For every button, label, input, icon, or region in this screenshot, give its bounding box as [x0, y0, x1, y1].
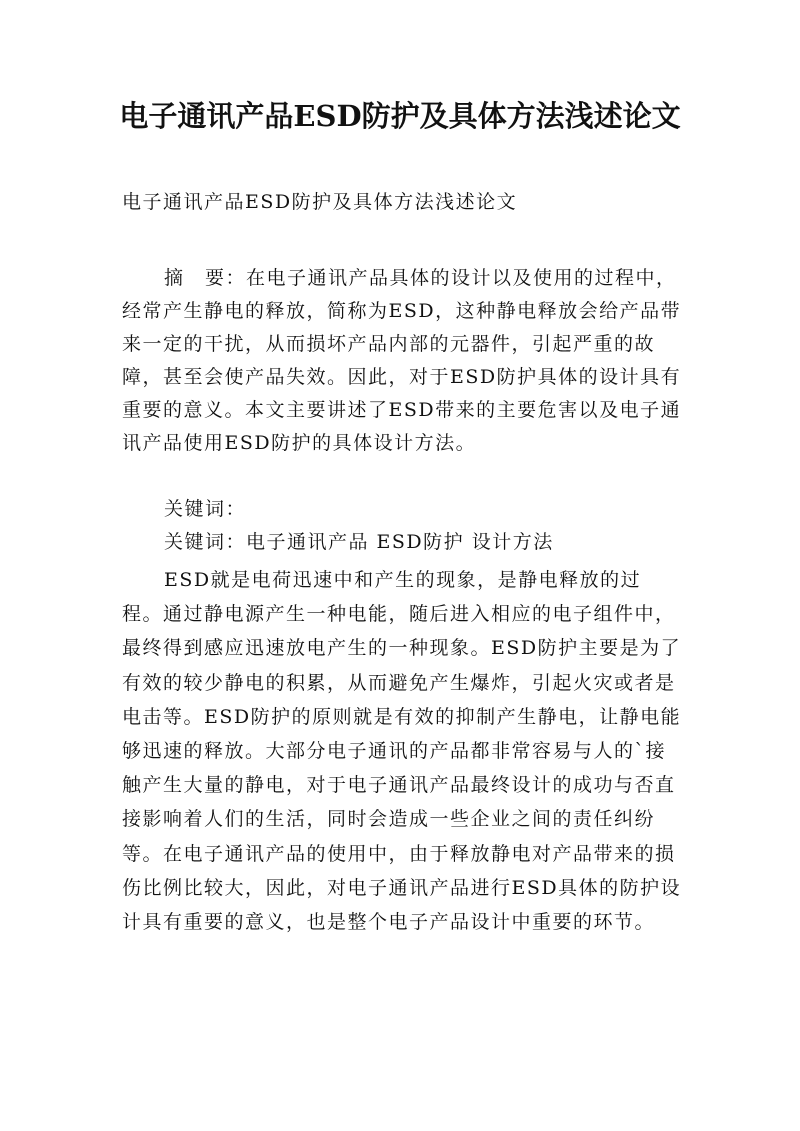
abstract-text: 在电子通讯产品具体的设计以及使用的过程中，经常产生静电的释放，简称为ESD，这种静电释放会给产品带来一定的干扰，从而损坏产品内部的元器件，引起严重的故障，甚至会使产品失效。因此，对于ESD防护具体的设计具有重要的意义。本文主要讲述了ESD带来的主要危害以及电子通讯产品使用ESD防护的具体设计方法。: [122, 267, 682, 454]
document-subtitle: 电子通讯产品ESD防护及具体方法浅述论文: [122, 191, 518, 213]
abstract-label: 摘 要：: [164, 267, 247, 289]
keywords-line: 关键词：电子通讯产品 ESD防护 设计方法: [164, 531, 554, 553]
intro-paragraph: ESD就是电荷迅速中和产生的现象，是静电释放的过程。通过静电源产生一种电能，随后进入相应的电子组件中，最终得到感应迅速放电产生的一种现象。ESD防护主要是为了有效的较少静电的积累，从而避免产生爆炸，引起火灾或者是电击等。ESD防护的原则就是有效的抑制产生静电，让静电能够迅速的释放。大部分电子通讯的产品都非常容易与人的`接触产生大量的静电，对于电子通讯产品最终设计的成功与否直接影响着人们的生活，同时会造成一些企业之间的责任纠纷等。在电子通讯产品的使用中，由于释放静电对产品带来的损伤比例比较大，因此，对电子通讯产品进行ESD具体的防护设计具有重要的意义，也是整个电子产品设计中重要的环节。: [122, 569, 682, 934]
keywords-label-line: 关键词：: [164, 498, 247, 520]
document-title: 电子通讯产品ESD防护及具体方法浅述论文: [119, 99, 681, 133]
abstract-paragraph: [122, 262, 682, 460]
